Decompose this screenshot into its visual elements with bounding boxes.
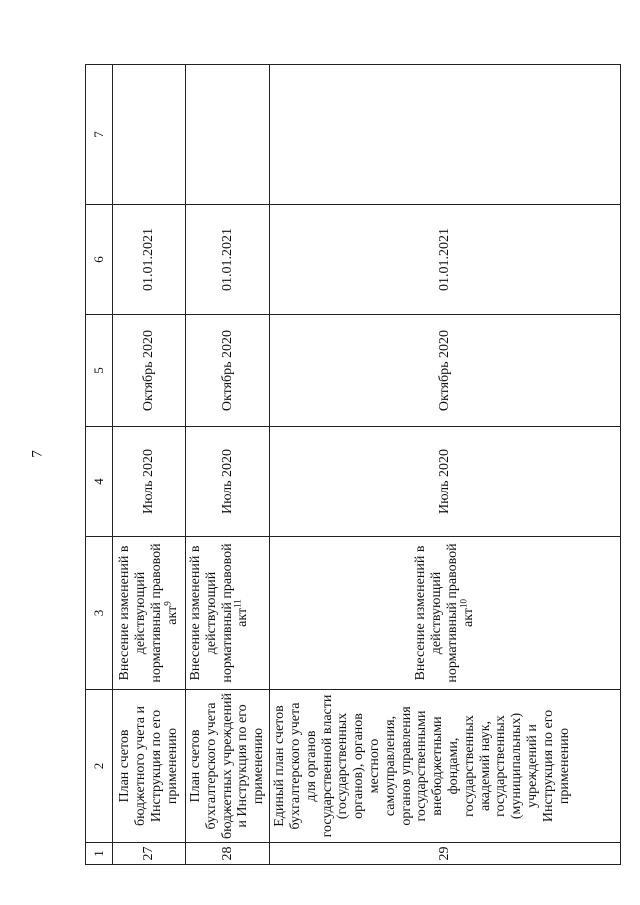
action bbox=[186, 537, 270, 690]
effective-date: 01.01.2021 bbox=[270, 205, 621, 315]
column-header-3: 3 bbox=[86, 537, 113, 690]
note-cell bbox=[113, 65, 186, 205]
rotated-table-wrapper bbox=[85, 65, 595, 865]
column-header-1: 1 bbox=[86, 843, 113, 865]
table-row bbox=[270, 65, 621, 865]
end-date: Октябрь 2020 bbox=[113, 315, 186, 427]
column-header-6: 6 bbox=[86, 205, 113, 315]
column-header-5: 5 bbox=[86, 315, 113, 427]
plan-table bbox=[85, 64, 621, 865]
action-text: Внесение изменений в действующий нормативный правовой акт bbox=[413, 543, 476, 683]
page-number: 7 bbox=[29, 450, 46, 458]
footnote-mark: 11 bbox=[232, 599, 243, 608]
row-number: 29 bbox=[270, 843, 621, 865]
column-header-2: 2 bbox=[86, 690, 113, 843]
start-date: Июль 2020 bbox=[113, 427, 186, 537]
column-header-4: 4 bbox=[86, 427, 113, 537]
action bbox=[270, 537, 621, 690]
start-date: Июль 2020 bbox=[270, 427, 621, 537]
footnote-mark: 9 bbox=[162, 601, 173, 606]
note-cell bbox=[270, 65, 621, 205]
row-number: 28 bbox=[186, 843, 270, 865]
header-row bbox=[86, 65, 113, 865]
end-date: Октябрь 2020 bbox=[186, 315, 270, 427]
document-name: План счетов бухгалтерского учета бюджетных учреждений и Инструкция по его применению bbox=[186, 690, 270, 843]
effective-date: 01.01.2021 bbox=[113, 205, 186, 315]
action bbox=[113, 537, 186, 690]
table-row bbox=[186, 65, 270, 865]
footnote-mark: 10 bbox=[458, 599, 469, 609]
end-date: Октябрь 2020 bbox=[270, 315, 621, 427]
row-number: 27 bbox=[113, 843, 186, 865]
effective-date: 01.01.2021 bbox=[186, 205, 270, 315]
start-date: Июль 2020 bbox=[186, 427, 270, 537]
document-name: План счетов бюджетного учета и Инструкция по его применению bbox=[113, 690, 186, 843]
note-cell bbox=[186, 65, 270, 205]
document-name: Единый план счетов бухгалтерского учета для органов государственной власти (государственных органов), органов местного самоуправления, органов управления государственными внебюджетными фондами, государственных академий наук, государственных (муниципальных) учреждений и Инструкция по его применению bbox=[270, 690, 621, 843]
column-header-7: 7 bbox=[86, 65, 113, 205]
action-text: Внесение изменений в действующий нормативный правовой акт bbox=[117, 543, 180, 683]
action-text: Внесение изменений в действующий нормативный правовой акт bbox=[188, 543, 251, 683]
table-row bbox=[113, 65, 186, 865]
